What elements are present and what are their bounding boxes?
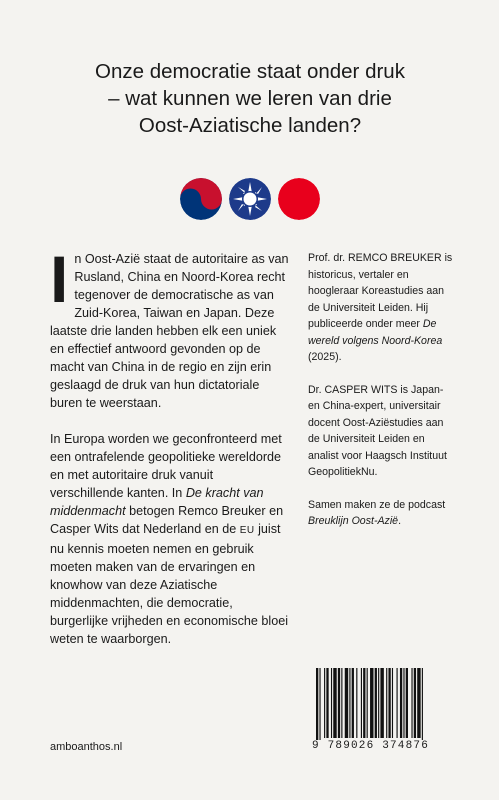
tagline-line: – wat kunnen we leren van drie: [108, 87, 392, 110]
main-paragraph-1: [50, 242, 290, 412]
author-bio-wits: [308, 382, 458, 481]
japan-flag-icon: [278, 178, 320, 220]
book-title: De wereld volgens Noord-Korea: [308, 318, 443, 347]
paragraph-text: In Europa worden we geconfronteerd met een ontrafelende geopolitieke wereldorde en met autoritaire druk vanuit verschillende kanten. In: [50, 432, 282, 500]
isbn-barcode: [310, 668, 460, 758]
author-bio-breuker: [308, 250, 458, 366]
main-paragraph-2: [50, 430, 290, 648]
eu-abbreviation: EU: [239, 525, 255, 536]
paragraph-text: n Oost-Azië staat de autoritaire as van Rusland, China en Noord-Korea recht tegenover de democratische as van Zuid-Korea, Taiwan en Japan. Deze laatste drie landen hebben elk een uniek en effectief antwoord gevonden op de macht van China in de regio en zijn erin geslaagd de druk van hun dictatoriale buren te weerstaan.: [50, 252, 289, 410]
bio-text: (2025).: [308, 351, 342, 363]
taiwan-flag-icon: [229, 178, 271, 220]
tagline-line: Onze democratie staat onder druk: [95, 60, 405, 83]
bio-text: Prof. dr. REMCO BREUKER is historicus, vertaler en hoogleraar Koreastudies aan de Universiteit Leiden. Hij publiceerde onder meer: [308, 252, 453, 330]
paragraph-text: betogen Remco Breuker en Casper Wits dat Nederland en de: [50, 504, 284, 536]
main-text-column: [50, 242, 290, 666]
drop-cap: I: [50, 242, 69, 316]
podcast-note: [308, 497, 458, 530]
publisher-url: amboanthos.nl: [50, 741, 123, 753]
isbn-number: 9 789026 374876: [310, 740, 462, 752]
tagline: [40, 58, 460, 139]
author-bios-column: [308, 250, 458, 546]
south-korea-flag-icon: [180, 178, 222, 220]
barcode-bars-icon: [310, 668, 460, 742]
tagline-line: Oost-Aziatische landen?: [138, 114, 362, 137]
podcast-text: Samen maken ze de podcast: [308, 498, 446, 511]
podcast-title: Breuklijn Oost-Azië: [308, 515, 399, 527]
book-title: De kracht van middenmacht: [50, 486, 264, 518]
flags-row: [178, 178, 322, 222]
podcast-text: .: [398, 515, 402, 527]
bio-text: Dr. CASPER WITS is Japan- en China-expert, universitair docent Oost-Aziëstudies aan de Universiteit Leiden en analist voor Haagsch Instituut GeopolitiekNu.: [308, 383, 447, 478]
paragraph-text: juist nu kennis moeten nemen en gebruik moeten maken van de ervaringen en knowhow van deze Aziatische middenmachten, die democratie, burgerlijke vrijheden en economische bloei weten te waarborgen.: [50, 522, 289, 646]
